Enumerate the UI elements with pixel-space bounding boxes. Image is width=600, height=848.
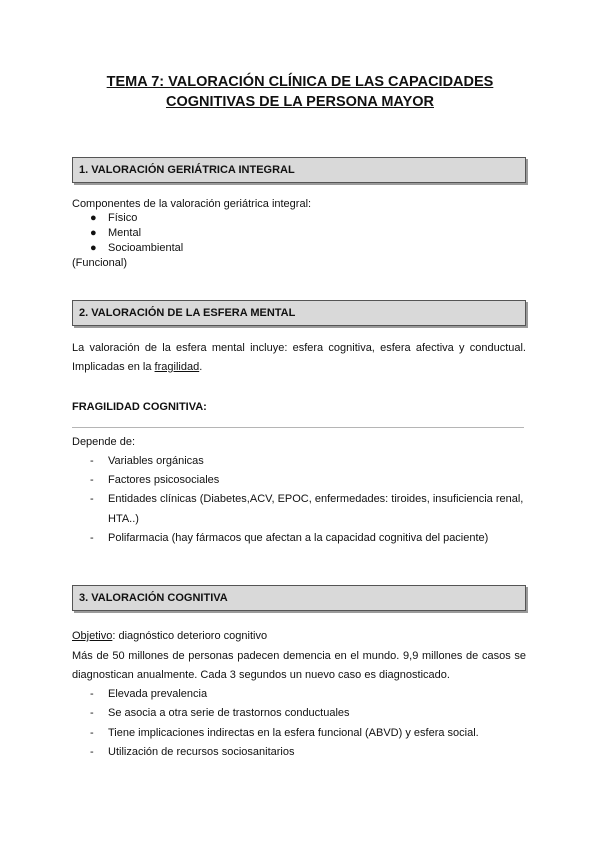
fragilidad-link[interactable]: fragilidad	[154, 361, 200, 373]
paragraph-prefix: Implicadas en la	[72, 361, 155, 373]
bullet-icon: ●	[90, 212, 97, 224]
title-line-1: TEMA 7: VALORACIÓN CLÍNICA DE LAS CAPACIDADES	[106, 74, 494, 90]
section-1-note: (Funcional)	[72, 257, 128, 269]
list-item: Entidades clínicas (Diabetes,ACV, EPOC, enfermedades: tiroides, insuficiencia renal,	[108, 493, 524, 505]
list-item: Físico	[108, 212, 138, 224]
list-item: Utilización de recursos sociosanitarios	[108, 746, 295, 758]
objective-text: : diagnóstico deterioro cognitivo	[112, 630, 268, 642]
paragraph-suffix: .	[199, 361, 203, 373]
list-item: Factores psicosociales	[108, 474, 220, 486]
section-3-paragraph-line-2: diagnostican anualmente. Cada 3 segundos un nuevo caso es diagnosticado.	[72, 669, 450, 681]
section-2-heading: 2. VALORACIÓN DE LA ESFERA MENTAL	[72, 300, 526, 326]
section-2-paragraph-line-2	[72, 361, 202, 373]
dash-marker: -	[90, 493, 94, 505]
dash-marker: -	[90, 707, 94, 719]
objective-line	[72, 630, 267, 642]
document-title	[60, 72, 540, 112]
list-item-continuation: HTA..)	[108, 513, 139, 525]
section-1-heading: 1. VALORACIÓN GERIÁTRICA INTEGRAL	[72, 157, 526, 183]
dash-marker: -	[90, 688, 94, 700]
section-1-intro: Componentes de la valoración geriátrica integral:	[72, 198, 312, 210]
list-item: Se asocia a otra serie de trastornos conductuales	[108, 707, 350, 719]
section-3-heading: 3. VALORACIÓN COGNITIVA	[72, 585, 526, 611]
list-item: Socioambiental	[108, 242, 184, 254]
list-item: Mental	[108, 227, 142, 239]
dash-marker: -	[90, 727, 94, 739]
list-item: Elevada prevalencia	[108, 688, 208, 700]
dash-marker: -	[90, 455, 94, 467]
bullet-icon: ●	[90, 227, 97, 239]
list-item: Variables orgánicas	[108, 455, 204, 467]
dash-marker: -	[90, 746, 94, 758]
title-line-2: COGNITIVAS DE LA PERSONA MAYOR	[165, 94, 434, 110]
bullet-icon: ●	[90, 242, 97, 254]
objective-label: Objetivo	[72, 630, 113, 642]
fragilidad-cognitiva-heading: FRAGILIDAD COGNITIVA:	[72, 401, 207, 413]
section-3-paragraph-line-1: Más de 50 millones de personas padecen demencia en el mundo. 9,9 millones de casos se	[72, 650, 526, 662]
dash-marker: -	[90, 474, 94, 486]
section-2-paragraph-line-1: La valoración de la esfera mental incluye: esfera cognitiva, esfera afectiva y conductual.	[72, 342, 526, 354]
depends-label: Depende de:	[72, 436, 135, 448]
dash-marker: -	[90, 532, 94, 544]
list-item: Polifarmacia (hay fármacos que afectan a la capacidad cognitiva del paciente)	[108, 532, 489, 544]
list-item: Tiene implicaciones indirectas en la esfera funcional (ABVD) y esfera social.	[108, 727, 479, 739]
horizontal-divider	[72, 427, 524, 428]
